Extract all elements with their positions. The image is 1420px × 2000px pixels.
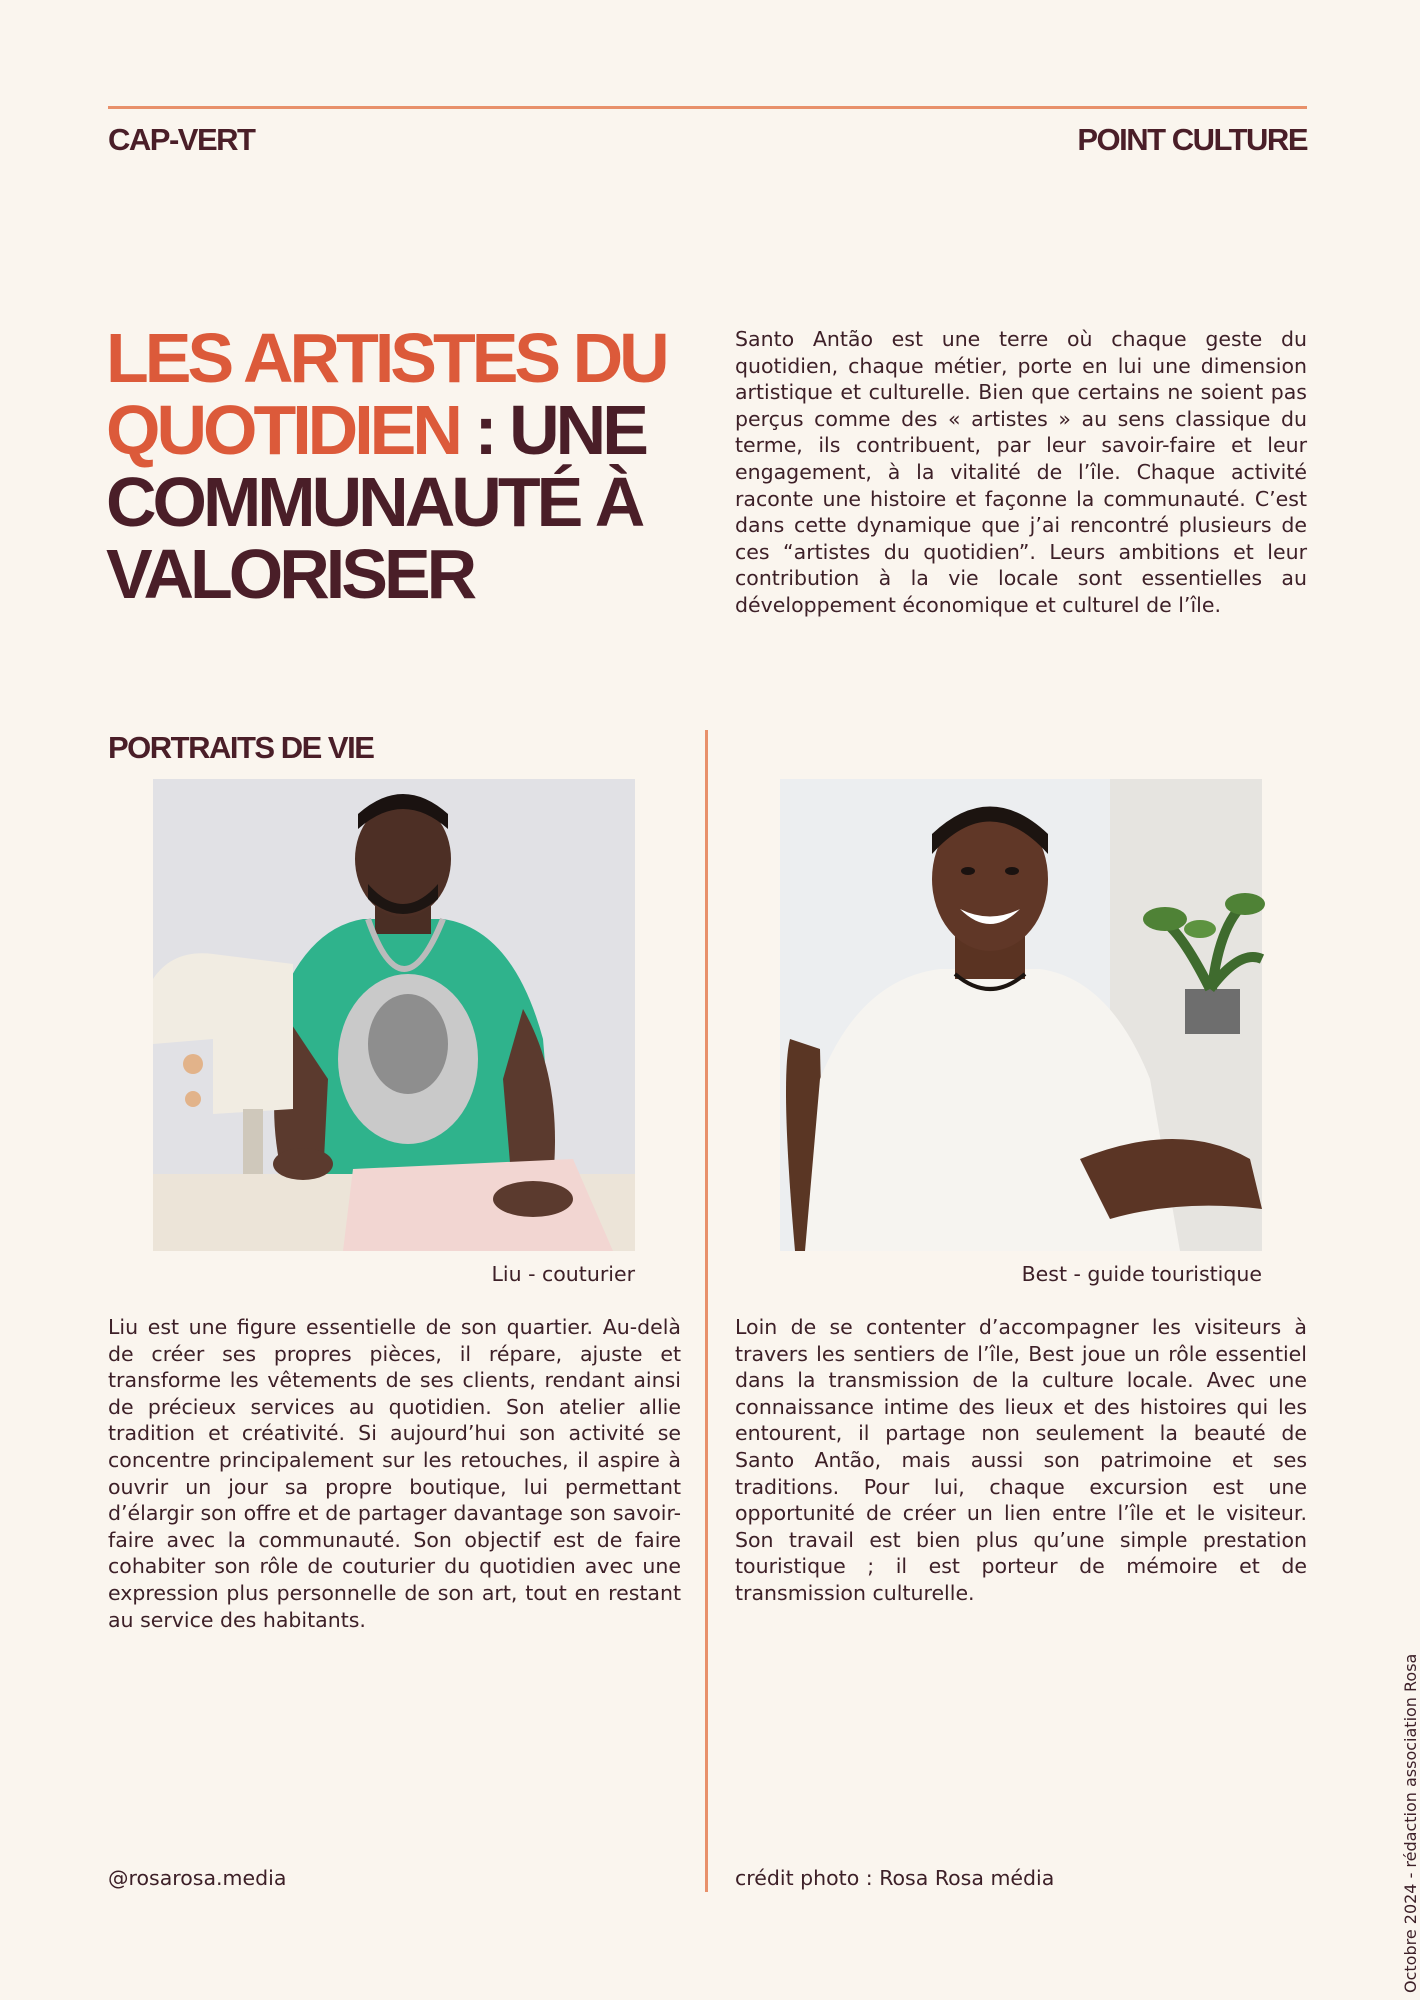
caption-guide: Best - guide touristique — [1021, 1262, 1262, 1286]
portraits-heading: PORTRAITS DE VIE — [108, 730, 374, 765]
headline-accent: LES ARTISTES DU QUOTIDIEN — [106, 319, 666, 469]
country-label: CAP-VERT — [108, 122, 255, 157]
tailor-illustration — [153, 779, 635, 1251]
headline — [106, 319, 686, 613]
photo-credit: crédit photo : Rosa Rosa média — [735, 1866, 1055, 1890]
intro-paragraph: Santo Antão est une terre où chaque geste du quotidien, chaque métier, porte en lui une dimension artistique et culturelle. Bien que certains ne soient pas perçus comme des « artistes » au sens classique du terme, ils contribuent, par leur savoir-faire et leur engagement, à la vitalité de l’île. Chaque activité raconte une histoire et façonne la communauté. C’est dans cette dynamique que j’ai rencontré plusieurs de ces “artistes du quotidien”. Leurs ambitions et leur contribution à la vie locale sont essentielles au développement économique et culturel de l’île. — [735, 327, 1307, 617]
edition-note: Octobre 2024 - rédaction association Rosa — [1401, 1653, 1420, 1993]
photo-tailor — [153, 779, 635, 1251]
top-rule — [108, 106, 1307, 109]
bio-tailor: Liu est une figure essentielle de son quartier. Au-delà de créer ses propres pièces, il répare, ajuste et transforme les vêtements de ses clients, rendant ainsi de précieux services au quotidien. Son atelier allie tradition et créativité. Si aujourd’hui son activité se concentre principalement sur les retouches, il aspire à ouvrir un jour sa propre boutique, lui permettant d’élargir son offre et de partager davantage son savoir-faire avec la communauté. Son objectif est de faire cohabiter son rôle de couturier du quotidien avec une expression plus personnelle de son art, tout en restant au service des habitants. — [108, 1315, 681, 1632]
caption-tailor: Liu - couturier — [491, 1262, 635, 1286]
bio-guide: Loin de se contenter d’accompagner les visiteurs à travers les sentiers de l’île, Best joue un rôle essentiel dans la transmission de la culture locale. Avec une connaissance intime des lieux et des histoires qui les entourent, il partage non seulement la beauté de Santo Antão, mais aussi son patrimoine et ses traditions. Pour lui, chaque excursion est une opportunité de créer un lien entre l’île et le visiteur. Son travail est bien plus qu’une simple prestation touristique ; il est porteur de mémoire et de transmission culturelle. — [735, 1315, 1307, 1605]
social-handle: @rosarosa.media — [108, 1866, 287, 1890]
headline-rest: : UNE COMMUNAUTÉ À VALORISER — [106, 391, 645, 613]
column-divider — [705, 730, 708, 1892]
photo-guide — [780, 779, 1262, 1251]
guide-illustration — [780, 779, 1262, 1251]
section-label: POINT CULTURE — [1077, 122, 1307, 157]
